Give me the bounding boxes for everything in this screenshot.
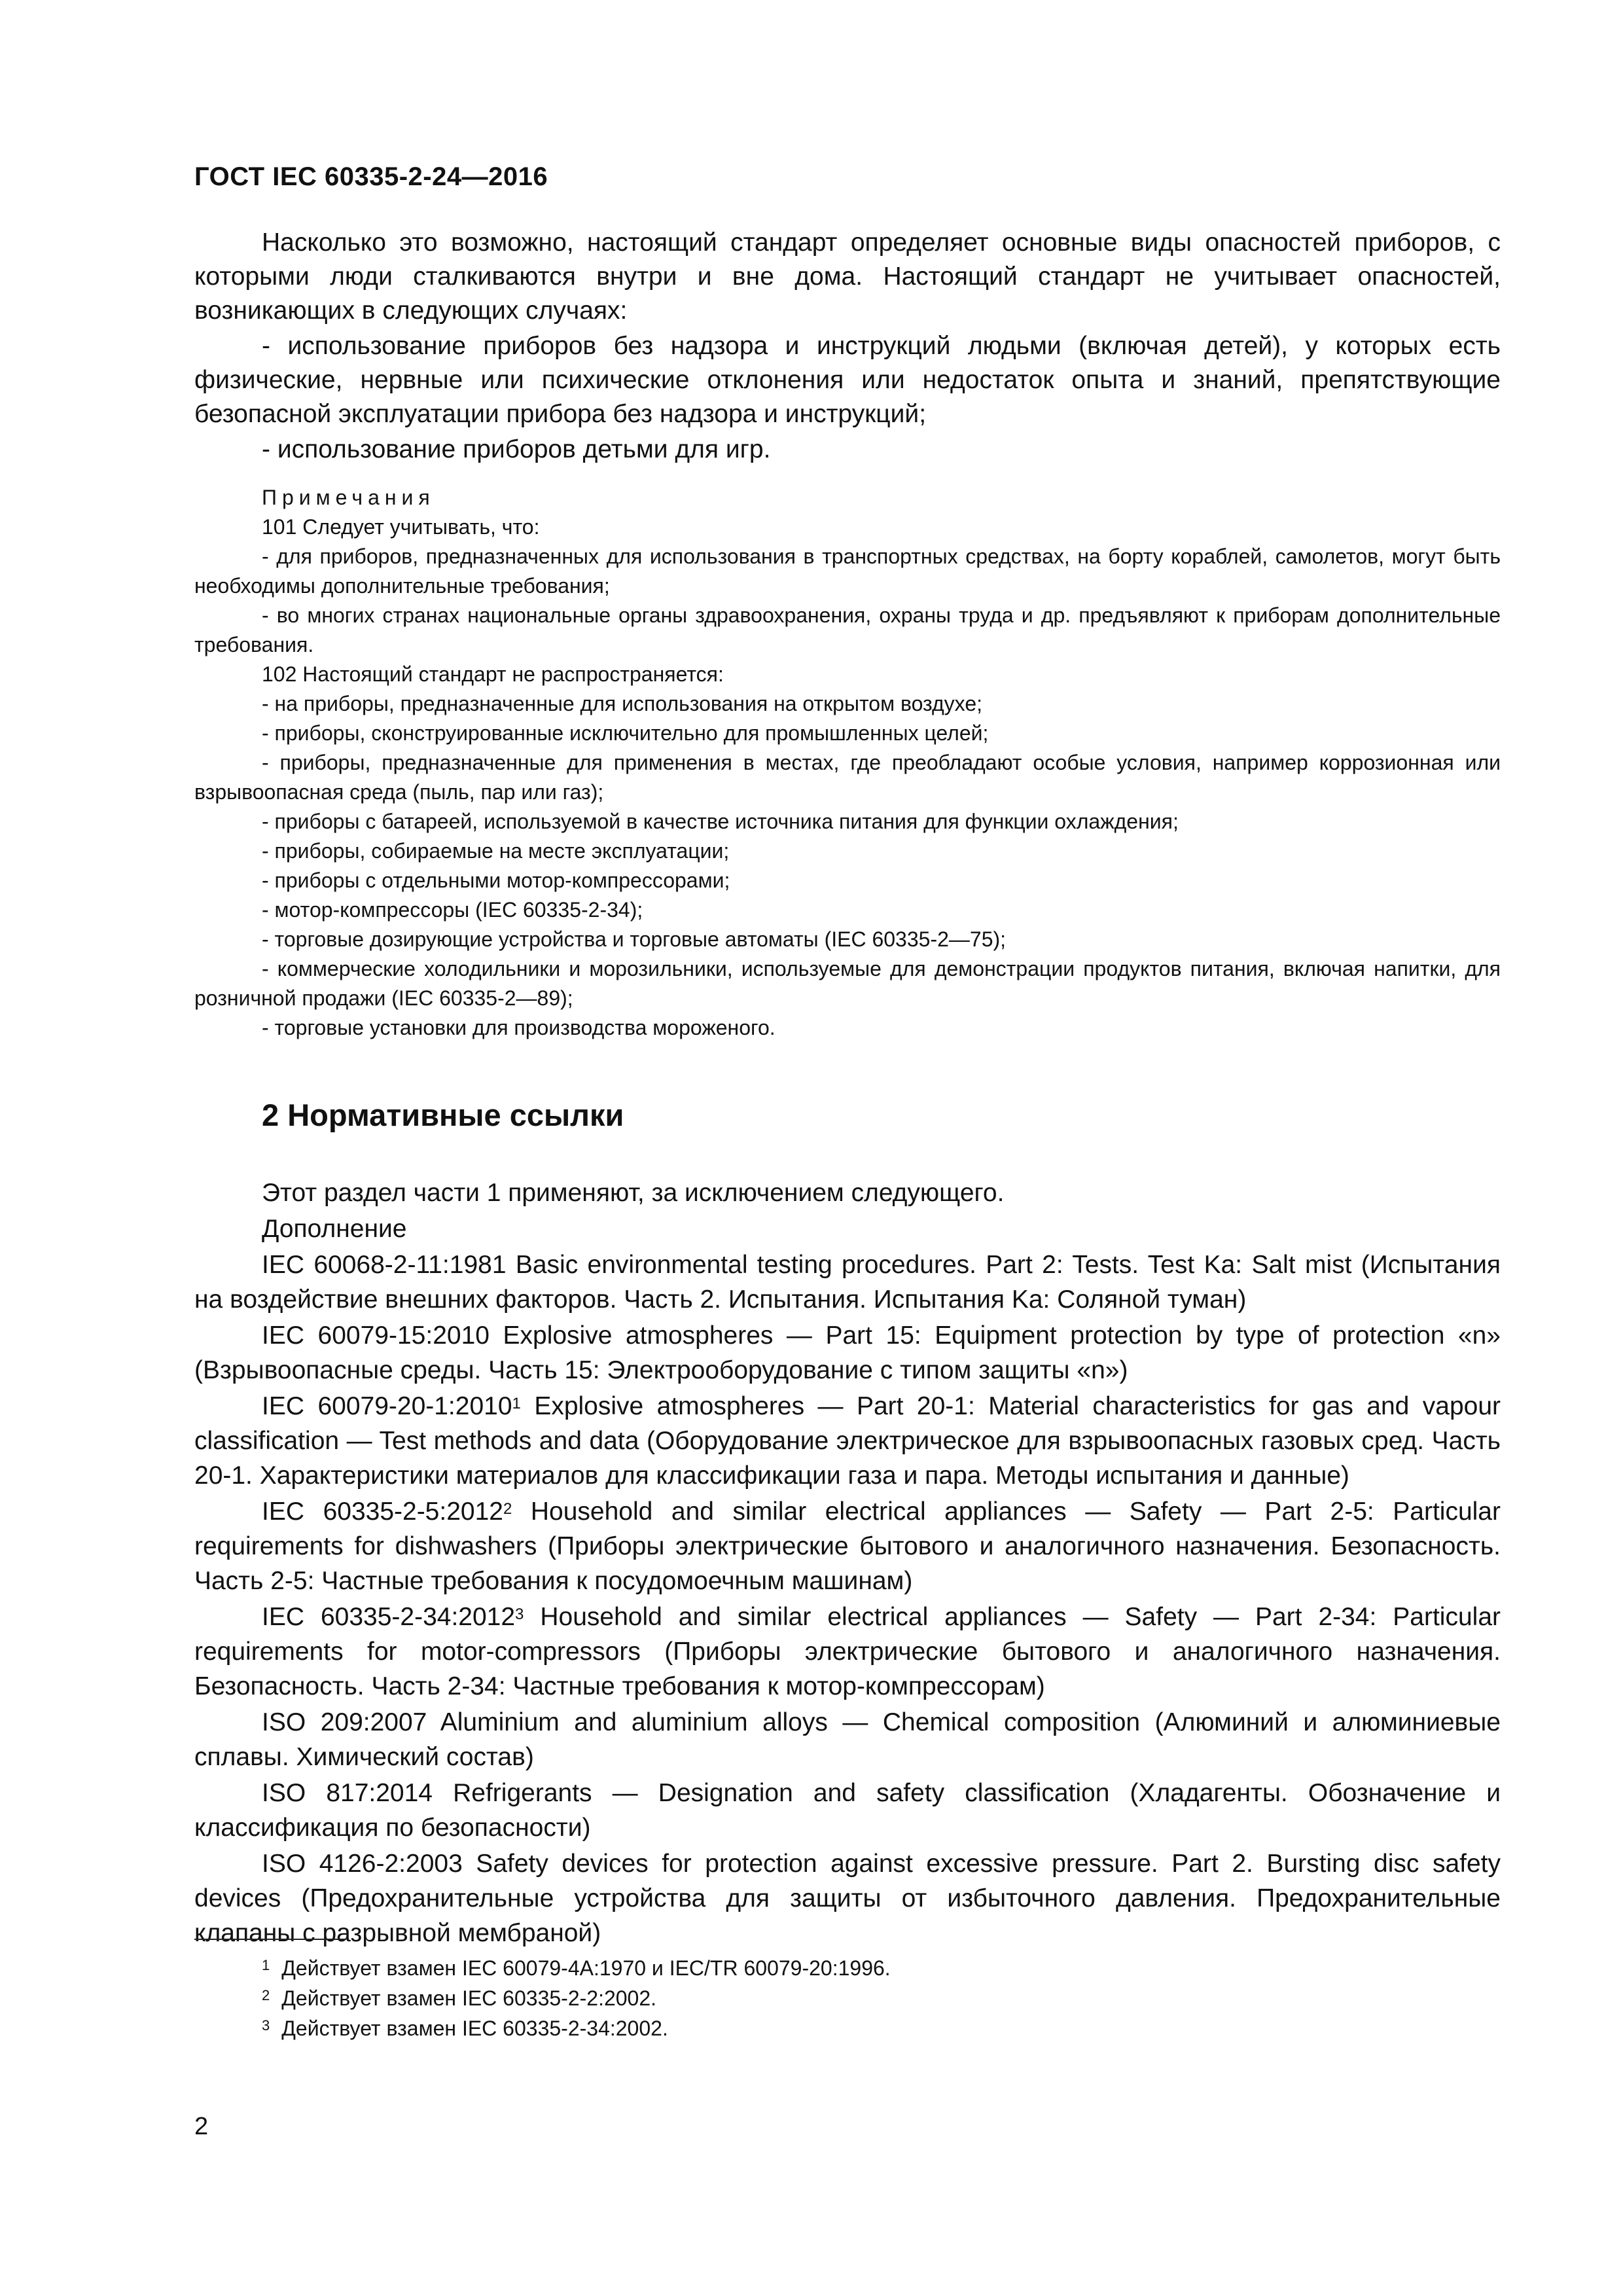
footnote-marker: 1 xyxy=(512,1395,521,1412)
reference-item: IEC 60068-2-11:1981 Basic environmental testing procedures. Part 2: Tests. Test Ka: Salt mist (Испытания на воздействие внешних факторов. Часть 2. Испытания. Испытания Ka: Соляной туман) xyxy=(194,1251,1501,1314)
notes-section xyxy=(194,483,1501,1043)
footnote-number: 3 xyxy=(262,2017,270,2034)
footnote-marker: 2 xyxy=(503,1500,512,1518)
note-line: - коммерческие холодильники и морозильники, используемые для демонстрации продуктов питания, включая напитки, для розничной продажи (IEC 60335-2—89); xyxy=(194,957,1501,1010)
note-line: - торговые установки для производства мороженого. xyxy=(262,1016,776,1039)
intro-section xyxy=(194,226,1501,468)
footnote-number: 2 xyxy=(262,1987,270,2003)
note-line: - приборы, сконструированные исключительно для промышленных целей; xyxy=(262,721,989,745)
footnote-divider xyxy=(194,1939,346,1940)
intro-list-item: - использование приборов детьми для игр. xyxy=(262,435,771,463)
reference-item: IEC 60079-20-1:2010$^1$ Explosive atmospheres — Part 20-1: Material characteristics for gas and vapour classification — Test methods and data (Оборудование электрическое для взрывоопасных газовых сред. Часть 20-1. Характеристики материалов для классификации газа и пара. Методы испытания и данные) xyxy=(194,1392,1501,1490)
document-code-header: ГОСТ IEC 60335-2-24—2016 xyxy=(194,162,548,191)
normative-references xyxy=(194,1175,1501,1952)
note-line: - на приборы, предназначенные для использования на открытом воздухе; xyxy=(262,692,982,715)
footnote-marker: 3 xyxy=(515,1605,524,1623)
note-line: - приборы, предназначенные для применения в местах, где преобладают особые условия, например коррозионная или взрывоопасная среда (пыль, пар или газ); xyxy=(194,751,1501,804)
section-intro: Этот раздел части 1 применяют, за исключением следующего. xyxy=(262,1179,1005,1207)
addition-label: Дополнение xyxy=(262,1215,407,1243)
note-line: - для приборов, предназначенных для использования в транспортных средствах, на борту кораблей, самолетов, могут быть необходимы дополнительные требования; xyxy=(194,545,1501,598)
footnotes xyxy=(194,1953,1501,2043)
section-heading: 2 Нормативные ссылки xyxy=(262,1098,624,1132)
note-line: - во многих странах национальные органы здравоохранения, охраны труда и др. предъявляют к приборам дополнительные требования. xyxy=(194,603,1501,656)
note-line: - приборы, собираемые на месте эксплуатации; xyxy=(262,839,730,863)
footnote: $^2$ Действует взамен IEC 60335-2-2:2002. xyxy=(262,1986,657,2010)
reference-item: ISO 817:2014 Refrigerants — Designation and safety classification (Хладагенты. Обозначение и классификация по безопасности) xyxy=(194,1779,1501,1842)
footnote: $^3$ Действует взамен IEC 60335-2-34:2002. xyxy=(262,2017,668,2040)
reference-item: ISO 4126-2:2003 Safety devices for protection against excessive pressure. Part 2. Bursting disc safety devices (Предохранительные устройства для защиты от избыточного давления. Предохранительные клапаны с разрывной мембраной) xyxy=(194,1850,1501,1947)
note-line: 102 Настоящий стандарт не распространяется: xyxy=(262,662,724,686)
note-line: - мотор-компрессоры (IEC 60335-2-34); xyxy=(262,898,643,922)
reference-item: IEC 60335-2-34:2012$^3$ Household and similar electrical appliances — Safety — Part 2-34: Particular requirements for motor-compressors (Приборы электрические бытового и аналогичного назначения. Безопасность. Часть 2-34: Частные требования к мотор-компрессорам) xyxy=(194,1603,1501,1700)
footnote: $^1$ Действует взамен IEC 60079-4A:1970 и IEC/TR 60079-20:1996. xyxy=(262,1956,891,1980)
reference-item: IEC 60335-2-5:2012$^2$ Household and similar electrical appliances — Safety — Part 2-5: Particular requirements for dishwashers (Приборы электрические бытового и аналогичного назначения. Безопасность. Часть 2-5: Частные требования к посудомоечным машинам) xyxy=(194,1498,1501,1595)
intro-paragraph: Насколько это возможно, настоящий стандарт определяет основные виды опасностей приборов, с которыми люди сталкиваются внутри и вне дома. Настоящий стандарт не учитывает опасностей, возникающих в следующих случаях: xyxy=(194,228,1501,325)
intro-list-item: - использование приборов без надзора и инструкций людьми (включая детей), у которых есть физические, нервные или психические отклонения или недостаток опыта и знаний, препятствующие безопасной эксплуатации прибора без надзора и инструкций; xyxy=(194,332,1501,428)
note-line: - торговые дозирующие устройства и торговые автоматы (IEC 60335-2—75); xyxy=(262,927,1007,951)
note-line: 101 Следует учитывать, что: xyxy=(262,515,540,539)
reference-item: IEC 60079-15:2010 Explosive atmospheres — Part 15: Equipment protection by type of protection «n» (Взрывоопасные среды. Часть 15: Электрооборудование с типом защиты «n») xyxy=(194,1321,1501,1384)
note-line: - приборы с батареей, используемой в качестве источника питания для функции охлаждения; xyxy=(262,810,1179,833)
page-number: 2 xyxy=(194,2113,209,2140)
notes-title: Примечания xyxy=(262,486,435,509)
footnote-number: 1 xyxy=(262,1957,270,1973)
note-line: - приборы с отдельными мотор-компрессорами; xyxy=(262,869,730,892)
reference-item: ISO 209:2007 Aluminium and aluminium alloys — Chemical composition (Алюминий и алюминиевые сплавы. Химический состав) xyxy=(194,1708,1501,1771)
